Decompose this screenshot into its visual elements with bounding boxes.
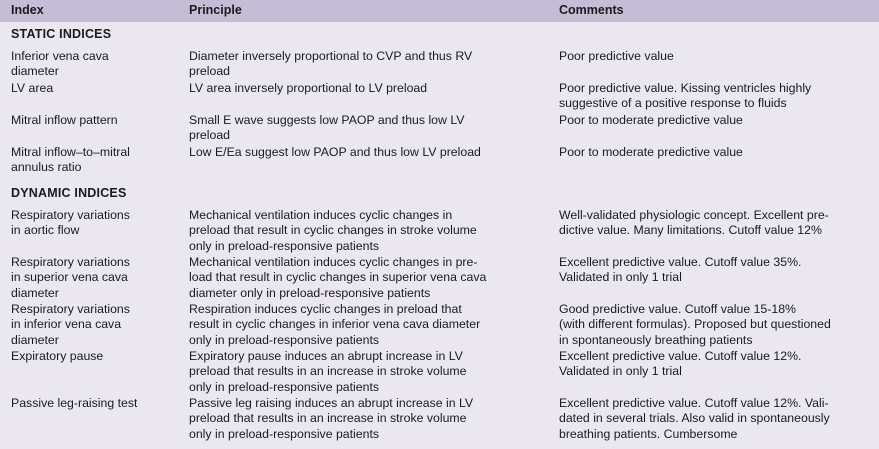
cell-line: Low E/Ea suggest low PAOP and thus low LV preload (189, 145, 481, 159)
cell-line: in aortic flow (11, 223, 80, 238)
cell-line: diameter (11, 285, 59, 300)
cell-line: diameter (11, 332, 59, 347)
cell-line: Expiratory pause induces an abrupt increase in LV (189, 349, 463, 363)
section-title: STATIC INDICES (11, 27, 112, 41)
cell-index (11, 145, 176, 176)
cell-comments (559, 208, 874, 239)
cell-line: preload (189, 64, 231, 79)
cell-comments (559, 113, 874, 128)
cell-line: Mechanical ventilation induces cyclic changes in pre- (189, 255, 478, 269)
cell-line: Respiratory variations (11, 208, 130, 222)
cell-principle (189, 49, 549, 80)
cell-line: breathing patients. Cumbersome (559, 426, 738, 441)
cell-line: preload that results in an increase in stroke volume (189, 411, 467, 426)
cell-index (11, 208, 176, 239)
cell-line: diameter (11, 64, 59, 79)
cell-line: Validated in only 1 trial (559, 270, 682, 285)
cell-line: in inferior vena cava (11, 317, 122, 332)
cell-line: only in preload-responsive patients (189, 332, 380, 347)
cell-line: Respiratory variations (11, 255, 130, 269)
cell-line: diameter only in preload-responsive patients (189, 285, 431, 300)
cell-line: Mechanical ventilation induces cyclic changes in (189, 208, 453, 222)
cell-line: Excellent predictive value. Cutoff value 12%. (559, 349, 802, 363)
cell-comments (559, 81, 874, 112)
cell-line: Diameter inversely proportional to CVP and thus RV (189, 49, 473, 63)
cell-comments (559, 396, 874, 442)
cell-line: Inferior vena cava (11, 49, 109, 63)
cell-line: Excellent predictive value. Cutoff value 35%. (559, 255, 802, 269)
cell-index (11, 81, 176, 96)
cell-index (11, 113, 176, 128)
cell-principle (189, 81, 549, 96)
cell-principle (189, 145, 549, 160)
cell-line: Excellent predictive value. Cutoff value 12%. Vali- (559, 396, 829, 410)
cell-principle (189, 208, 549, 254)
cell-line: result in cyclic changes in inferior vena cava diameter (189, 317, 481, 332)
cell-line: dictive value. Many limitations. Cutoff value 12% (559, 223, 822, 238)
table-header (0, 0, 879, 22)
cell-line: Poor predictive value (559, 49, 674, 63)
cell-line: only in preload-responsive patients (189, 238, 380, 253)
cell-line: annulus ratio (11, 160, 82, 175)
cell-line: preload (189, 128, 231, 143)
cell-index (11, 302, 176, 348)
cell-principle (189, 396, 549, 442)
cell-index (11, 255, 176, 301)
cell-principle (189, 302, 549, 348)
cell-principle (189, 255, 549, 301)
cell-principle (189, 113, 549, 144)
cell-line: Well-validated physiologic concept. Excellent pre- (559, 208, 829, 222)
cell-line: Respiratory variations (11, 302, 130, 316)
cell-line: Good predictive value. Cutoff value 15-18% (559, 302, 796, 316)
cell-line: Poor to moderate predictive value (559, 113, 743, 127)
cell-line: preload that results in an increase in stroke volume (189, 364, 467, 379)
header-index: Index (11, 3, 44, 17)
cell-index (11, 396, 176, 411)
cell-line: Passive leg raising induces an abrupt increase in LV (189, 396, 474, 410)
cell-comments (559, 255, 874, 286)
cell-index (11, 49, 176, 80)
cell-line: Expiratory pause (11, 349, 104, 363)
cell-index (11, 349, 176, 364)
cell-line: in spontaneously breathing patients (559, 332, 753, 347)
cell-line: Mitral inflow pattern (11, 113, 118, 127)
cell-comments (559, 349, 874, 380)
cell-principle (189, 349, 549, 395)
cell-line: in superior vena cava (11, 270, 128, 285)
cell-comments (559, 302, 874, 348)
cell-line: (with different formulas). Proposed but questioned (559, 317, 831, 332)
cell-line: LV area inversely proportional to LV preload (189, 81, 428, 95)
cell-line: Mitral inflow–to–mitral (11, 145, 130, 159)
cell-line: load that result in cyclic changes in superior vena cava (189, 270, 487, 285)
cell-line: Poor to moderate predictive value (559, 145, 743, 159)
cell-line: dated in several trials. Also valid in spontaneously (559, 411, 830, 426)
cell-line: Validated in only 1 trial (559, 364, 682, 379)
header-comments: Comments (559, 3, 624, 17)
cell-line: preload that result in cyclic changes in stroke volume (189, 223, 477, 238)
section-title: DYNAMIC INDICES (11, 186, 127, 200)
cell-line: Passive leg-raising test (11, 396, 138, 410)
cell-line: LV area (11, 81, 54, 95)
cell-line: only in preload-responsive patients (189, 379, 380, 394)
header-principle: Principle (189, 3, 242, 17)
cell-line: Poor predictive value. Kissing ventricles highly (559, 81, 812, 95)
cell-line: Respiration induces cyclic changes in preload that (189, 302, 462, 316)
cell-line: only in preload-responsive patients (189, 426, 380, 441)
cell-line: suggestive of a positive response to fluids (559, 96, 787, 111)
cell-comments (559, 49, 874, 64)
cell-line: Small E wave suggests low PAOP and thus low LV (189, 113, 465, 127)
cell-comments (559, 145, 874, 160)
